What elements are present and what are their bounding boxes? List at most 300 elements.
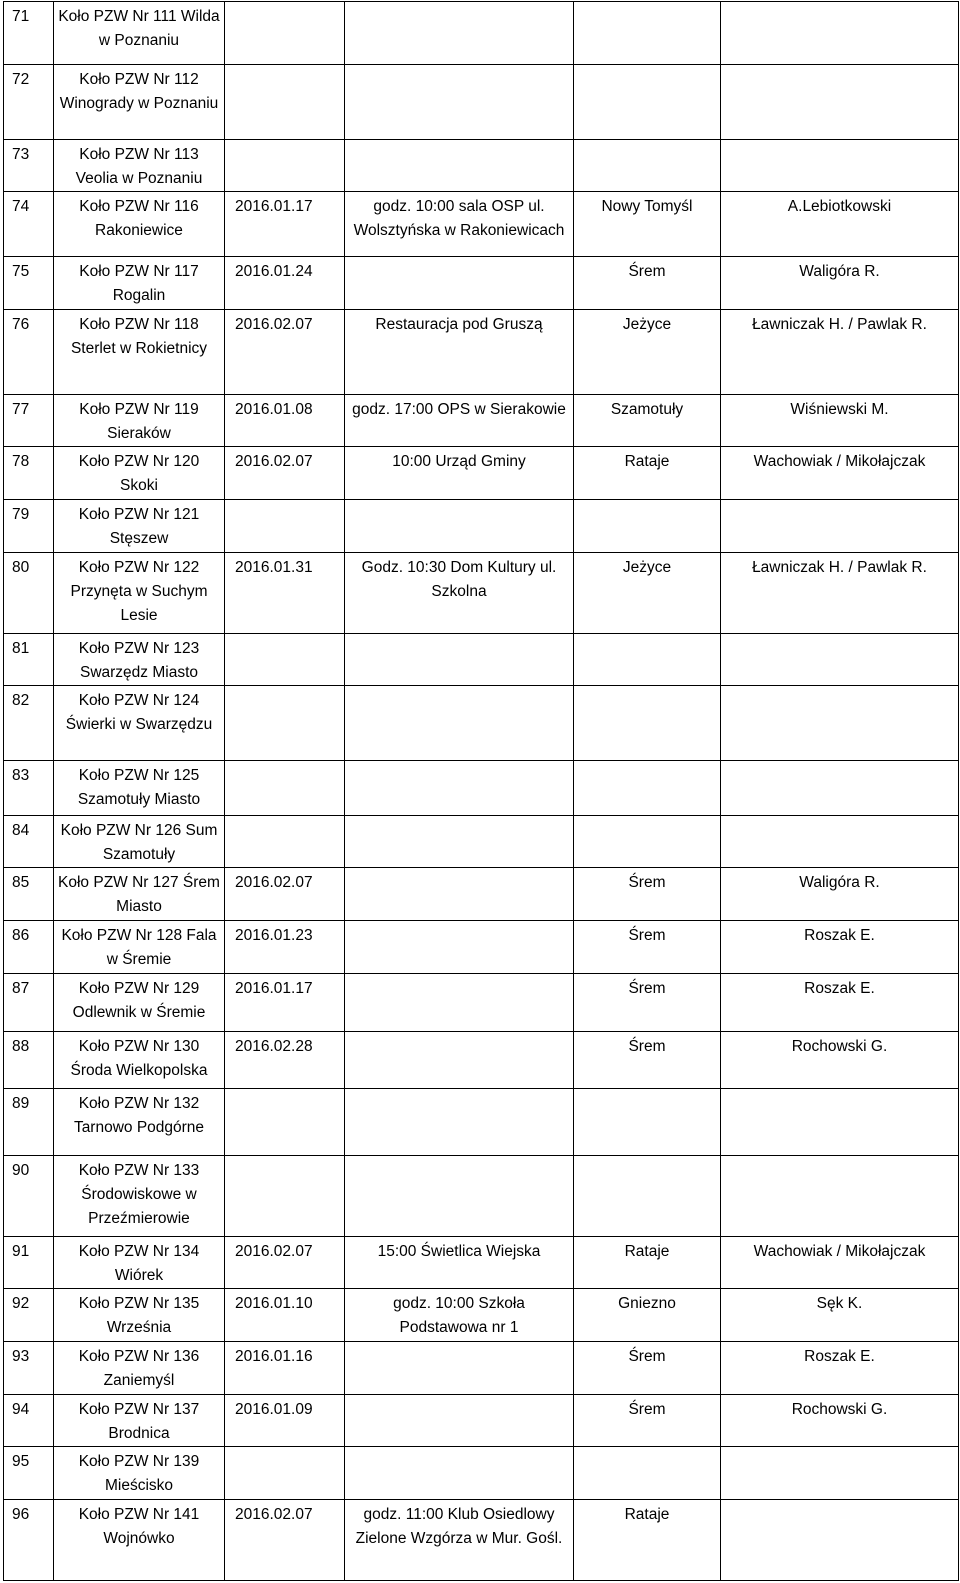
row-number: 73 [12,145,30,163]
responsible-person: Roszak E. [804,1347,875,1365]
district-cell [574,1032,721,1089]
meeting-date [235,503,340,504]
club-name: Koło PZW Nr 132 Tarnowo Podgórne [73,1094,205,1136]
responsible-person-cell [721,2,959,65]
responsible-person-cell [721,1032,959,1089]
club-name: Koło PZW Nr 129 Odlewnik w Śremie [72,979,206,1021]
row-number-cell [4,920,54,973]
club-name: Koło PZW Nr 139 Mieścisko [78,1453,200,1495]
district-cell [574,499,721,552]
responsible-person [725,689,954,690]
club-name-cell [54,686,225,761]
row-number-cell [4,2,54,65]
club-name: Koło PZW Nr 123 Swarzędz Miasto [78,639,200,681]
club-name-cell [54,1155,225,1236]
district [578,68,716,69]
responsible-person [725,143,954,144]
table-row [4,1447,959,1500]
meeting-place: godz. 10:00 Szkoła Podstawowa nr 1 [393,1295,525,1337]
row-number-cell [4,1499,54,1580]
table-row [4,761,959,816]
district: Rataje [624,453,670,471]
meeting-date-cell [225,686,345,761]
row-number: 87 [12,979,30,997]
meeting-place [349,143,569,144]
district-cell [574,1289,721,1342]
club-name-cell [54,633,225,686]
district-cell [574,394,721,447]
row-number-cell [4,686,54,761]
row-number-cell [4,1032,54,1089]
meeting-date-cell [225,499,345,552]
responsible-person-cell [721,394,959,447]
district: Jeżyce [622,315,672,333]
meeting-place-cell [345,686,574,761]
table-row [4,394,959,447]
meeting-date: 2016.01.24 [235,263,313,281]
meeting-place [349,1092,569,1093]
district-cell [574,64,721,139]
meeting-place-cell [345,192,574,257]
meeting-date [235,764,340,765]
meeting-place: godz. 11:00 Klub Osiedlowy Zielone Wzgórza w Mur. Gośl. [355,1505,563,1547]
meeting-date [235,819,340,820]
responsible-person-cell [721,447,959,500]
district-cell [574,447,721,500]
meeting-date: 2016.01.08 [235,400,313,418]
row-number: 90 [12,1161,30,1179]
district: Jeżyce [622,558,672,576]
meeting-place-cell [345,447,574,500]
district [578,1450,716,1451]
club-name-cell [54,64,225,139]
table-row [4,1088,959,1155]
responsible-person-cell [721,1394,959,1447]
row-number: 92 [12,1295,30,1313]
responsible-person [725,68,954,69]
meeting-date [235,143,340,144]
row-number-cell [4,1341,54,1394]
table-row [4,1236,959,1289]
meeting-place-cell [345,1032,574,1089]
club-name-cell [54,1341,225,1394]
meeting-date: 2016.02.07 [235,1242,313,1260]
club-name: Koło PZW Nr 121 Stęszew [78,505,200,547]
club-name-cell [54,192,225,257]
table-row [4,1155,959,1236]
row-number: 77 [12,400,30,418]
district-cell [574,633,721,686]
meeting-place-cell [345,1088,574,1155]
responsible-person-cell [721,920,959,973]
meeting-date-cell [225,1394,345,1447]
meeting-date: 2016.01.10 [235,1295,313,1313]
table-row [4,815,959,868]
responsible-person-cell [721,139,959,192]
responsible-person-cell [721,1447,959,1500]
row-number-cell [4,633,54,686]
row-number: 93 [12,1347,30,1365]
table-row [4,64,959,139]
club-name-cell [54,309,225,394]
district: Nowy Tomyśl [601,198,693,216]
row-number-cell [4,761,54,816]
responsible-person: Sęk K. [816,1295,863,1313]
club-name-cell [54,973,225,1032]
district [578,5,716,6]
row-number-cell [4,552,54,633]
club-name-cell [54,920,225,973]
row-number-cell [4,309,54,394]
meeting-place: godz. 17:00 OPS w Sierakowie [352,400,566,418]
district [578,637,716,638]
row-number: 71 [12,8,30,25]
table-row [4,868,959,921]
district: Śrem [628,979,666,997]
club-name: Koło PZW Nr 118 Sterlet w Rokietnicy [70,315,208,357]
responsible-person-cell [721,815,959,868]
meeting-place-cell [345,1394,574,1447]
club-name-cell [54,499,225,552]
meeting-place [349,637,569,638]
district-cell [574,2,721,65]
responsible-person [725,1092,954,1093]
responsible-person: Ławniczak H. / Pawlak R. [752,558,927,576]
club-name-cell [54,868,225,921]
club-name: Koło PZW Nr 128 Fala w Śremie [61,926,217,968]
meeting-place-cell [345,394,574,447]
meeting-date-cell [225,633,345,686]
row-number: 95 [12,1453,30,1471]
meetings-table [3,1,959,1581]
meeting-place [349,819,569,820]
district: Gniezno [618,1295,676,1313]
responsible-person: Wiśniewski M. [790,400,889,418]
meeting-place-cell [345,815,574,868]
meeting-date-cell [225,1447,345,1500]
meeting-place: 15:00 Świetlica Wiejska [377,1242,541,1260]
responsible-person-cell [721,868,959,921]
club-name-cell [54,2,225,65]
meeting-date-cell [225,139,345,192]
table-row [4,499,959,552]
club-name: Koło PZW Nr 126 Sum Szamotuły [60,821,218,863]
table-row [4,1032,959,1089]
meeting-date-cell [225,552,345,633]
table-row [4,1289,959,1342]
responsible-person: Wachowiak / Mikołajczak [753,1242,926,1260]
meeting-date: 2016.01.17 [235,198,313,216]
meeting-place [349,1398,569,1399]
meeting-date-cell [225,1341,345,1394]
table-row [4,1499,959,1580]
row-number: 83 [12,767,30,785]
meeting-place: 10:00 Urząd Gminy [392,453,526,471]
meeting-date: 2016.02.07 [235,874,313,892]
row-number-cell [4,394,54,447]
meeting-date: 2016.02.07 [235,453,313,471]
table-row [4,920,959,973]
meeting-place: Restauracja pod Gruszą [375,315,543,333]
club-name: Koło PZW Nr 120 Skoki [78,453,200,495]
table-row [4,447,959,500]
meeting-place-cell [345,1341,574,1394]
row-number: 72 [12,70,30,88]
table-row [4,192,959,257]
meeting-place [349,689,569,690]
responsible-person-cell [721,1499,959,1580]
club-name-cell [54,1088,225,1155]
row-number: 80 [12,558,30,576]
row-number-cell [4,1236,54,1289]
responsible-person [725,819,954,820]
club-name-cell [54,1447,225,1500]
club-name: Koło PZW Nr 135 Września [78,1295,200,1337]
district-cell [574,1394,721,1447]
meeting-place-cell [345,868,574,921]
row-number: 76 [12,315,30,333]
row-number: 88 [12,1038,30,1056]
meeting-place-cell [345,1236,574,1289]
district [578,689,716,690]
club-name: Koło PZW Nr 117 Rogalin [79,263,199,305]
district-cell [574,1447,721,1500]
meeting-date-cell [225,1289,345,1342]
meeting-place-cell [345,139,574,192]
club-name-cell [54,1394,225,1447]
district: Śrem [628,926,666,944]
meeting-place [349,871,569,872]
table-row [4,633,959,686]
responsible-person: Roszak E. [804,926,875,944]
meeting-place-cell [345,552,574,633]
responsible-person [725,1159,954,1160]
row-number: 78 [12,453,30,471]
meeting-place-cell [345,973,574,1032]
row-number: 94 [12,1400,30,1418]
meeting-date: 2016.01.31 [235,558,313,576]
club-name-cell [54,1499,225,1580]
club-name-cell [54,552,225,633]
district [578,143,716,144]
row-number-cell [4,1394,54,1447]
responsible-person-cell [721,1341,959,1394]
meeting-date-cell [225,1499,345,1580]
meeting-date [235,1092,340,1093]
club-name-cell [54,1289,225,1342]
row-number-cell [4,1088,54,1155]
meeting-date [235,1159,340,1160]
district: Śrem [628,1347,666,1365]
district-cell [574,868,721,921]
meeting-date: 2016.01.23 [235,926,313,944]
club-name-cell [54,815,225,868]
meeting-place-cell [345,309,574,394]
district-cell [574,1341,721,1394]
responsible-person [725,503,954,504]
club-name: Koło PZW Nr 113 Veolia w Poznaniu [75,145,203,187]
district [578,819,716,820]
meeting-place-cell [345,499,574,552]
responsible-person-cell [721,686,959,761]
responsible-person-cell [721,552,959,633]
meeting-date [235,5,340,6]
meeting-place-cell [345,761,574,816]
row-number-cell [4,1155,54,1236]
meeting-date [235,1450,340,1451]
meeting-date-cell [225,394,345,447]
district [578,1092,716,1093]
meeting-place [349,1345,569,1346]
club-name: Koło PZW Nr 141 Wojnówko [78,1505,200,1547]
district [578,503,716,504]
table-row [4,686,959,761]
meeting-date: 2016.02.07 [235,1505,313,1523]
club-name: Koło PZW Nr 124 Świerki w Swarzędzu [65,692,213,734]
row-number-cell [4,257,54,310]
district-cell [574,686,721,761]
responsible-person: Rochowski G. [791,1038,888,1056]
meeting-place [349,260,569,261]
club-name: Koło PZW Nr 137 Brodnica [78,1400,200,1442]
meeting-place-cell [345,1499,574,1580]
district-cell [574,1088,721,1155]
meeting-date-cell [225,973,345,1032]
meetings-table-body [4,2,959,1581]
district-cell [574,192,721,257]
row-number-cell [4,447,54,500]
responsible-person [725,637,954,638]
district-cell [574,1499,721,1580]
responsible-person [725,5,954,6]
row-number-cell [4,868,54,921]
club-name: Koło PZW Nr 111 Wilda w Poznaniu [58,8,220,49]
responsible-person: Ławniczak H. / Pawlak R. [752,315,927,333]
row-number: 84 [12,821,30,839]
district-cell [574,139,721,192]
row-number-cell [4,64,54,139]
district: Śrem [628,263,666,281]
district [578,1159,716,1160]
meeting-date-cell [225,920,345,973]
district: Śrem [628,1400,666,1418]
club-name: Koło PZW Nr 136 Zaniemyśl [78,1347,200,1389]
row-number: 79 [12,505,30,523]
responsible-person-cell [721,761,959,816]
responsible-person-cell [721,192,959,257]
club-name-cell [54,447,225,500]
responsible-person-cell [721,1155,959,1236]
meeting-place-cell [345,257,574,310]
club-name-cell [54,761,225,816]
responsible-person [725,1450,954,1451]
table-row [4,2,959,65]
meeting-date-cell [225,2,345,65]
club-name: Koło PZW Nr 130 Środa Wielkopolska [70,1038,208,1080]
meeting-date-cell [225,1236,345,1289]
meeting-place-cell [345,1447,574,1500]
table-row [4,309,959,394]
responsible-person [725,764,954,765]
meeting-date-cell [225,257,345,310]
row-number: 96 [12,1505,30,1523]
district-cell [574,973,721,1032]
meeting-place [349,68,569,69]
meeting-place [349,1450,569,1451]
meeting-date: 2016.01.09 [235,1400,313,1418]
table-row [4,1394,959,1447]
club-name-cell [54,394,225,447]
club-name: Koło PZW Nr 112 Winogrady w Poznaniu [59,70,219,112]
district-cell [574,257,721,310]
district-cell [574,920,721,973]
row-number: 81 [12,639,30,657]
club-name-cell [54,139,225,192]
table-row [4,1341,959,1394]
meeting-place [349,1035,569,1036]
responsible-person-cell [721,1236,959,1289]
meeting-place [349,1159,569,1160]
meeting-place [349,977,569,978]
table-row [4,973,959,1032]
club-name: Koło PZW Nr 134 Wiórek [78,1242,200,1284]
row-number-cell [4,1447,54,1500]
meeting-date-cell [225,868,345,921]
district: Szamotuły [610,400,684,418]
meeting-date-cell [225,1155,345,1236]
meeting-place: Godz. 10:30 Dom Kultury ul. Szkolna [361,558,557,600]
meeting-place-cell [345,64,574,139]
responsible-person [725,1503,954,1504]
district-cell [574,1236,721,1289]
district: Rataje [624,1242,670,1260]
meeting-date [235,68,340,69]
row-number: 91 [12,1242,30,1260]
club-name: Koło PZW Nr 127 Śrem Miasto [58,874,220,916]
row-number-cell [4,1289,54,1342]
meeting-place [349,503,569,504]
responsible-person-cell [721,973,959,1032]
district-cell [574,1155,721,1236]
row-number: 86 [12,926,30,944]
responsible-person-cell [721,1289,959,1342]
meeting-date: 2016.01.17 [235,979,313,997]
responsible-person-cell [721,64,959,139]
club-name-cell [54,257,225,310]
meeting-place-cell [345,1155,574,1236]
responsible-person-cell [721,309,959,394]
row-number: 82 [12,692,30,710]
meeting-place [349,5,569,6]
club-name: Koło PZW Nr 122 Przynęta w Suchym Lesie [70,558,208,624]
district: Śrem [628,1038,666,1056]
meeting-date-cell [225,761,345,816]
row-number: 75 [12,263,30,281]
meeting-place-cell [345,633,574,686]
responsible-person: Rochowski G. [791,1400,888,1418]
meeting-date: 2016.02.28 [235,1038,313,1056]
row-number-cell [4,499,54,552]
meeting-date-cell [225,1088,345,1155]
meeting-date [235,689,340,690]
row-number-cell [4,815,54,868]
meeting-place [349,764,569,765]
responsible-person: A.Lebiotkowski [787,198,892,216]
responsible-person: Wachowiak / Mikołajczak [753,453,926,471]
club-name-cell [54,1032,225,1089]
meeting-date-cell [225,815,345,868]
row-number: 85 [12,874,30,892]
